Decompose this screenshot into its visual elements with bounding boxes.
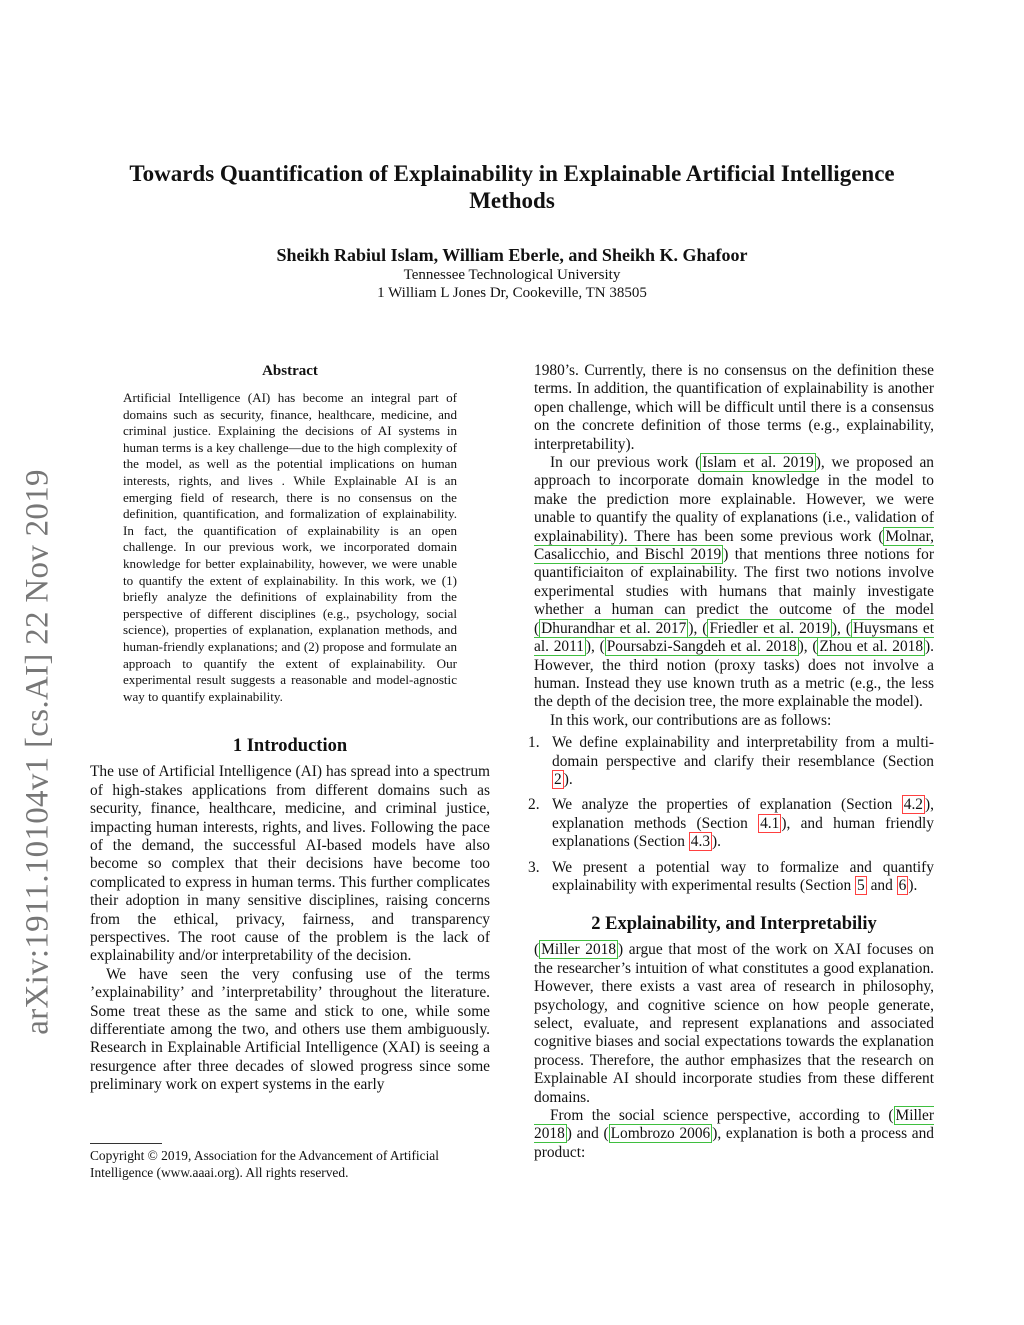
citation-link[interactable]: Dhurandhar et al. 2017: [541, 619, 687, 637]
footnote-rule: [90, 1143, 162, 1144]
arxiv-stamp: arXiv:1911.10104v1 [cs.AI] 22 Nov 2019: [19, 469, 56, 1035]
right-column: [528, 362, 935, 1162]
section-2-paragraph-1: ( Miller 2018 ) argue that most of the work on XAI focuses on the researcher’s intuition of what constitutes a good explanation. However, there exists a vast area of research in philosophy, psychology, and cognitive science on how people generate, select, evaluate, and represent explanations and associated cognitive biases and social expectations towards the explanation process. Therefore, the author emphasizes that the research on Explainable AI should incorporate studies from these different domains.: [534, 941, 934, 1106]
citation-link[interactable]: Islam et al. 2019: [702, 454, 814, 472]
left-column: [90, 362, 490, 1095]
affiliation: [90, 266, 934, 302]
section-2-heading: 2 Explainability, and Interpretabiliy: [591, 914, 877, 935]
right-paragraph-1: 1980’s. Currently, there is no consensus on the definition these terms. In addition, the quantification of explainability is another open challenge, which will be difficult until there is a consensus on the concrete definition of those terms (e.g., explainability, interpretability).: [534, 362, 934, 453]
citation-link[interactable]: Friedler et al. 2019: [709, 619, 830, 637]
copyright-footnote: [90, 1143, 490, 1182]
list-item: 2. We analyze the properties of explanation (Section 4.2 ), explanation methods (Section 4.1 ), and human friendly explanations (Section 4.3 ).: [528, 796, 934, 851]
section-ref-link[interactable]: 6: [898, 876, 907, 894]
citation-link[interactable]: Miller 2018: [534, 1107, 934, 1143]
paper-title: Towards Quantification of Explainability in Explainable Artificial Intelligence Methods: [129, 161, 895, 213]
section-ref-link[interactable]: 4.2: [903, 796, 924, 814]
affiliation-address: 1 William L Jones Dr, Cookeville, TN 38505: [377, 285, 647, 301]
section-ref-link[interactable]: 5: [857, 876, 865, 894]
section-ref-link[interactable]: 4.1: [760, 814, 780, 832]
section-ref-link[interactable]: 2: [554, 770, 562, 788]
contributions-list: [528, 734, 934, 895]
right-paragraph-2: In our previous work ( Islam et al. 2019 ), we proposed an approach to incorporate domain knowledge in the model to make the prediction more explainable. However, we were unable to quantify the quality of explanations (i.e., validation of explainability). There has been some previous work ( Molnar, Casalicchio, and Bischl 2019 ) that mentions three notions for quantificiaiton of explainability. The first two notions involve experimental studies with humans that mainly investigate whether a human can predict the outcome of the model ( Dhurandhar et al. 2017 ), ( Friedler et al. 2019 ), ( Huysmans et al. 2011 ), ( Poursabzi-Sangdeh et al. 2018 ), ( Zhou et al. 2018 ). However, the third notion (proxy tasks) does not involve a human. Instead they use known truth as a metric (e.g., the less the depth of the decision tree, the more explainable the model).: [534, 454, 935, 711]
list-item: 1. We define explainability and interpretability from a multi-domain perspective and clarify their resemblance (Section 2 ).: [528, 734, 934, 788]
citation-link[interactable]: Miller 2018: [541, 941, 617, 959]
abstract-heading: Abstract: [262, 363, 318, 379]
citation-link[interactable]: Huysmans et al. 2011: [534, 619, 935, 656]
citation-link[interactable]: Molnar, Casalicchio, and Bischl 2019: [534, 527, 934, 564]
intro-paragraph-2: We have seen the very confusing use of the terms ’explainability’ and ’interpretability’ throughout the literature. Some treat these as the same and stick to one, while some differentiate among the two, and others use them ambiguously. Research in Explainable Artificial Intelligence (XAI) is seeing a resurgence after three decades of slowed progress since some preliminary work on expert systems in the early: [90, 965, 490, 1094]
citation-link[interactable]: Lombrozo 2006: [610, 1125, 711, 1143]
section-ref-link[interactable]: 4.3: [690, 833, 711, 851]
footnote-text: Copyright © 2019, Association for the Advancement of Artificial Intelligence (www.aaai.org). All rights reserved.: [90, 1148, 439, 1180]
section-2-paragraph-2: From the social science perspective, according to ( Miller 2018 ) and ( Lombrozo 2006 ), explanation is both a process and product:: [534, 1107, 934, 1161]
intro-paragraph-1: The use of Artificial Intelligence (AI) has spread into a spectrum of high-stakes applications from different domains such as security, finance, healthcare, medicine, and criminal justice, impacting human interests, rights, and lives. Following the pace of the demand, the successful AI-based models have also become so complex that their decisions have become too complicated to express in human terms. This further complicates their adoption in many sensitive disciplines, raising concerns from the ethical, privacy, fairness, and transparency perspectives. The root cause of the problem is the lack of explainability and/or interpretability of the decision.: [90, 763, 490, 965]
section-1-heading: 1 Introduction: [232, 736, 348, 757]
abstract-text: Artificial Intelligence (AI) has become an integral part of domains such as security, finance, healthcare, medicine, and criminal justice. Explaining the decisions of AI systems in human terms is a key challenge—due to the high complexity of the model, as well as the potential implications on human interests, rights, and lives . While Explainable AI is an emerging field of research, there is no consensus on the definition, quantification, and formalization of explainability. In fact, the quantification of explainability is an open challenge. In our previous work, we incorporated domain knowledge for better explainability, however, we were unable to quantify the extent of explainability. In this work, we (1) briefly analyze the definitions of explainability from the perspective of different disciplines (e.g., psychology, social science), properties of explanation, explanation methods, and human-friendly explanations; and (2) propose and formulate an approach to quantify the extent of explainability. Our experimental result suggests a reasonable and model-agnostic way to quantify explainability.: [123, 390, 457, 704]
affiliation-institution: Tennessee Technological University: [403, 267, 621, 283]
citation-link[interactable]: Poursabzi-Sangdeh et al. 2018: [606, 638, 797, 656]
list-item: 3. We present a potential way to formalize and quantify explainability with experimental results (Section 5 and 6 ).: [528, 858, 934, 894]
citation-link[interactable]: Zhou et al. 2018: [819, 638, 924, 656]
right-paragraph-3: In this work, our contributions are as follows:: [550, 711, 832, 729]
authors: Sheikh Rabiul Islam, William Eberle, and Sheikh K. Ghafoor: [276, 245, 748, 265]
